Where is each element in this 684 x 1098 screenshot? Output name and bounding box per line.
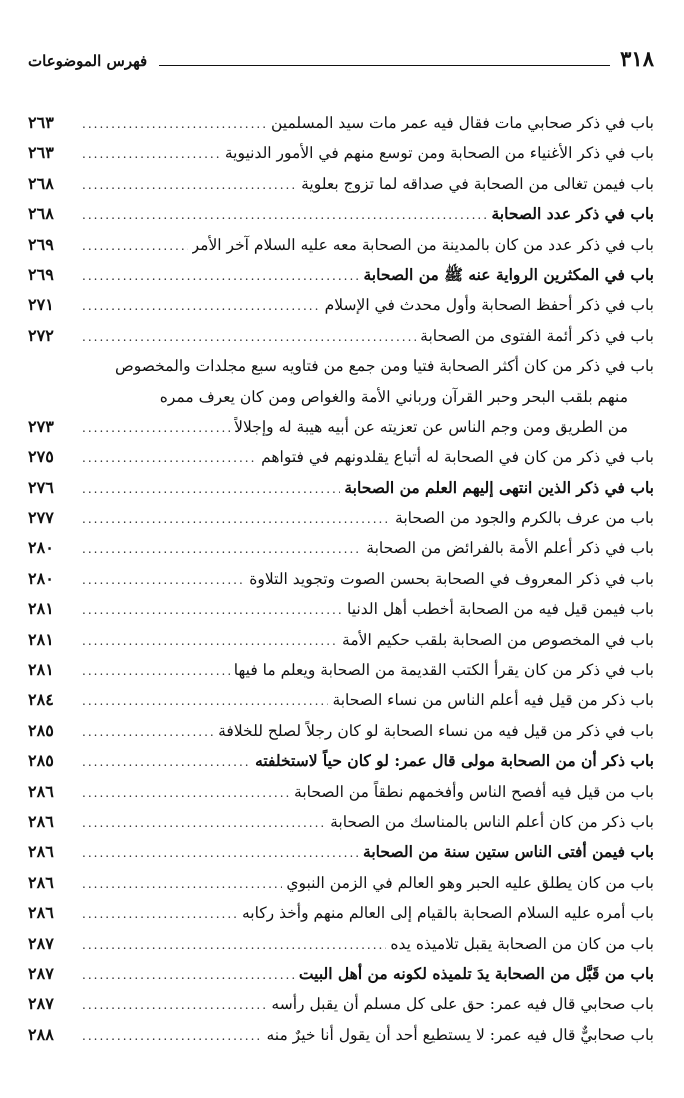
dot-leader: [82, 626, 338, 656]
toc-entry-page: ٢٦٣: [28, 143, 54, 163]
toc-entry-page: ٢٨٦: [28, 811, 54, 831]
toc-entry-title: باب من كان من الصحابة يقبل تلاميذه يده: [390, 934, 654, 953]
toc-entry-title: باب في ذكر من كان يقرأ الكتب القديمة من الصحابة ويعلم ما فيها: [233, 661, 654, 680]
toc-entry-title: باب في ذكر صحابي مات فقال فيه عمر مات سيد المسلمين: [271, 114, 654, 132]
toc-entry-page: ٢٨٥: [28, 751, 54, 771]
toc-entry-title: من الطريق ومن وجم الناس عن تعزيته عن أبيه هيبة له وإجلالاً: [234, 417, 628, 436]
toc-entry-page: ٢٧٦: [28, 477, 54, 497]
toc-entry-title: باب صحابي قال فيه عمر: حق على كل مسلم أن يقبل رأسه: [271, 995, 654, 1014]
toc-entry[interactable]: [28, 290, 654, 320]
dot-leader: [82, 930, 386, 960]
dot-leader: [82, 838, 359, 868]
toc-entry-page: ٢٨٠: [28, 568, 54, 588]
toc-entry-title: باب في المكثرين الرواية عنه ﷺ من الصحابة: [363, 264, 654, 284]
toc-entry[interactable]: [28, 594, 654, 624]
toc-entry[interactable]: [28, 746, 654, 776]
toc-entry-title: باب في ذكر الذين انتهى إليهم العلم من الصحابة: [344, 477, 654, 497]
toc-entry-page: ٢٨١: [28, 660, 54, 680]
toc-entry-page: ٢٨٦: [28, 872, 54, 892]
toc-entry-title: باب في ذكر أعلم الأمة بالفرائض من الصحابة: [366, 539, 654, 558]
dot-leader: [82, 231, 188, 261]
toc-entry-title: باب في ذكر عدد الصحابة: [491, 204, 654, 224]
toc-entry-line: منهم بلقب البحر وحبر القرآن ورباني الأمة والغواص ومن كان يعرف ممره: [159, 387, 628, 406]
dot-leader: [82, 565, 245, 595]
dot-leader: [82, 1021, 262, 1051]
toc-entry-page: ٢٨٧: [28, 933, 54, 953]
toc-entry-title: باب فيمن أفتى الناس ستين سنة من الصحابة: [363, 842, 654, 862]
dot-leader: [82, 778, 290, 808]
dot-leader: [82, 139, 221, 169]
toc-entry-page: ٢٨٤: [28, 690, 54, 710]
toc-entry-title: باب في ذكر المعروف في الصحابة بحسن الصوت وتجويد التلاوة: [249, 569, 654, 588]
toc-entry-page: ٢٨٥: [28, 720, 54, 740]
toc-entry-page: ٢٧٢: [28, 325, 54, 345]
page-header: [28, 42, 654, 72]
dot-leader: [82, 960, 295, 990]
toc-entry-page: ٢٨٧: [28, 994, 54, 1014]
toc-entry-page: ٢٨١: [28, 599, 54, 619]
toc-entry[interactable]: [28, 989, 654, 1019]
dot-leader: [82, 686, 328, 716]
toc-entry-page: ٢٨٠: [28, 538, 54, 558]
toc-entry-title: باب أمره عليه السلام الصحابة بالقيام إلى العالم منهم وأخذ ركابه: [241, 904, 654, 923]
dot-leader: [82, 656, 230, 686]
toc-entry-page: ٢٨٦: [28, 781, 54, 801]
dot-leader: [82, 474, 340, 504]
toc-entry[interactable]: [28, 108, 654, 138]
toc-entry[interactable]: [28, 898, 654, 928]
toc-entry[interactable]: [28, 564, 654, 594]
toc-entry[interactable]: [28, 199, 654, 229]
dot-leader: [82, 291, 321, 321]
toc-entry[interactable]: [28, 473, 654, 503]
dot-leader: [82, 899, 238, 929]
toc-entry-title: باب ذكر من كان أعلم الناس بالمناسك من الصحابة: [330, 812, 654, 831]
dot-leader: [82, 747, 251, 777]
toc-entry[interactable]: [28, 807, 654, 837]
toc-entry-title: باب من كان يطلق عليه الحبر وهو العالم في الزمن النبوي: [286, 873, 654, 892]
toc-entry-page: ٢٧٧: [28, 508, 54, 528]
dot-leader: [82, 990, 267, 1020]
toc-entry-page: ٢٨٦: [28, 842, 54, 862]
toc-entry[interactable]: [28, 868, 654, 898]
toc-entry-title: باب فيمن تغالى من الصحابة في صداقه لما تزوج بعلوية: [301, 174, 654, 193]
toc-entry-page: ٢٧١: [28, 295, 54, 315]
dot-leader: [82, 413, 230, 443]
toc-entry-page: ٢٨٨: [28, 1024, 54, 1044]
toc-entry-page: ٢٦٩: [28, 264, 54, 284]
toc-entry-title: باب في المخصوص من الصحابة بلقب حكيم الأمة: [342, 630, 654, 649]
toc-entry-title: باب ذكر أن من الصحابة مولى قال عمر: لو كان حياً لاستخلفته: [255, 751, 654, 771]
toc-entry[interactable]: [28, 321, 654, 351]
toc-entry-title: باب في ذكر أئمة الفتوى من الصحابة: [420, 326, 654, 345]
dot-leader: [82, 504, 391, 534]
toc-entry-page: ٢٦٩: [28, 234, 54, 254]
toc-entry-page: ٢٦٨: [28, 173, 54, 193]
toc-entry[interactable]: [28, 716, 654, 746]
page-number: ٣١٨: [620, 46, 654, 71]
dot-leader: [82, 322, 416, 352]
dot-leader: [82, 717, 214, 747]
toc-entry[interactable]: [28, 837, 654, 867]
toc-entry[interactable]: [28, 685, 654, 715]
toc-entry[interactable]: [28, 625, 654, 655]
dot-leader: [82, 200, 488, 230]
toc-entry[interactable]: [28, 503, 654, 533]
toc-entry[interactable]: [28, 412, 654, 442]
dot-leader: [82, 170, 297, 200]
toc-entry-title: باب في ذكر من قيل فيه من نساء الصحابة لو كان رجلاً لصلح للخلافة: [218, 721, 654, 740]
toc-entry-title: باب من قيل فيه أفصح الناس وأفخمهم نطقاً من الصحابة: [294, 782, 654, 801]
toc-entry[interactable]: [28, 929, 654, 959]
toc-entry-page: ٢٦٣: [28, 113, 54, 132]
toc-entry-page: ٢٨١: [28, 629, 54, 649]
dot-leader: [82, 109, 267, 139]
toc-entry-title: باب فيمن قيل فيه من الصحابة أخطب أهل الدنيا: [347, 600, 654, 619]
toc-entry-title: باب صحابيٌّ قال فيه عمر: لا يستطيع أحد أن يقول أنا خيرٌ منه: [266, 1025, 654, 1044]
table-of-contents: [28, 108, 654, 1050]
dot-leader: [82, 261, 359, 291]
toc-entry-page: ٢٧٥: [28, 447, 54, 467]
toc-entry-title: باب في ذكر عدد من كان بالمدينة من الصحابة معه عليه السلام آخر الأمر: [191, 235, 654, 254]
toc-entry[interactable]: [28, 138, 654, 168]
toc-entry[interactable]: [28, 230, 654, 260]
toc-entry[interactable]: [28, 533, 654, 563]
toc-entry-title: باب من عرف بالكرم والجود من الصحابة: [395, 509, 654, 528]
toc-entry-page: ٢٦٨: [28, 204, 54, 224]
toc-entry[interactable]: [28, 1020, 654, 1050]
dot-leader: [82, 808, 326, 838]
toc-entry-page: ٢٨٧: [28, 963, 54, 983]
dot-leader: [82, 595, 343, 625]
running-title: فهرس الموضوعات: [28, 52, 148, 70]
toc-entry-title: باب في ذكر من كان في الصحابة له أتباع يقلدونهم في فتواهم: [261, 448, 654, 467]
toc-entry[interactable]: [28, 260, 654, 290]
toc-entry-title: باب في ذكر أحفظ الصحابة وأول محدث في الإسلام: [324, 296, 654, 315]
toc-entry-title: باب في ذكر الأغنياء من الصحابة ومن توسع منهم في الأمور الدنيوية: [224, 144, 654, 163]
toc-entry[interactable]: [28, 442, 654, 472]
toc-entry[interactable]: [28, 959, 654, 989]
toc-entry[interactable]: [28, 169, 654, 199]
toc-entry-page: ٢٧٣: [28, 416, 54, 436]
dot-leader: [82, 534, 362, 564]
toc-entry-title: باب من قَبَّل من الصحابة يدَ تلميذه لكونه من أهل البيت: [298, 963, 654, 983]
toc-entry[interactable]: [28, 655, 654, 685]
dot-leader: [82, 869, 282, 899]
toc-entry[interactable]: [28, 777, 654, 807]
toc-entry-page: ٢٨٦: [28, 903, 54, 923]
toc-entry-title: باب ذكر من قيل فيه أعلم الناس من نساء الصحابة: [332, 691, 654, 710]
header-rule: [159, 64, 610, 66]
dot-leader: [82, 443, 257, 473]
toc-entry-line: باب في ذكر من كان أكثر الصحابة فتيا ومن جمع من فتاويه سبع مجلدات والمخصوص: [114, 357, 654, 376]
